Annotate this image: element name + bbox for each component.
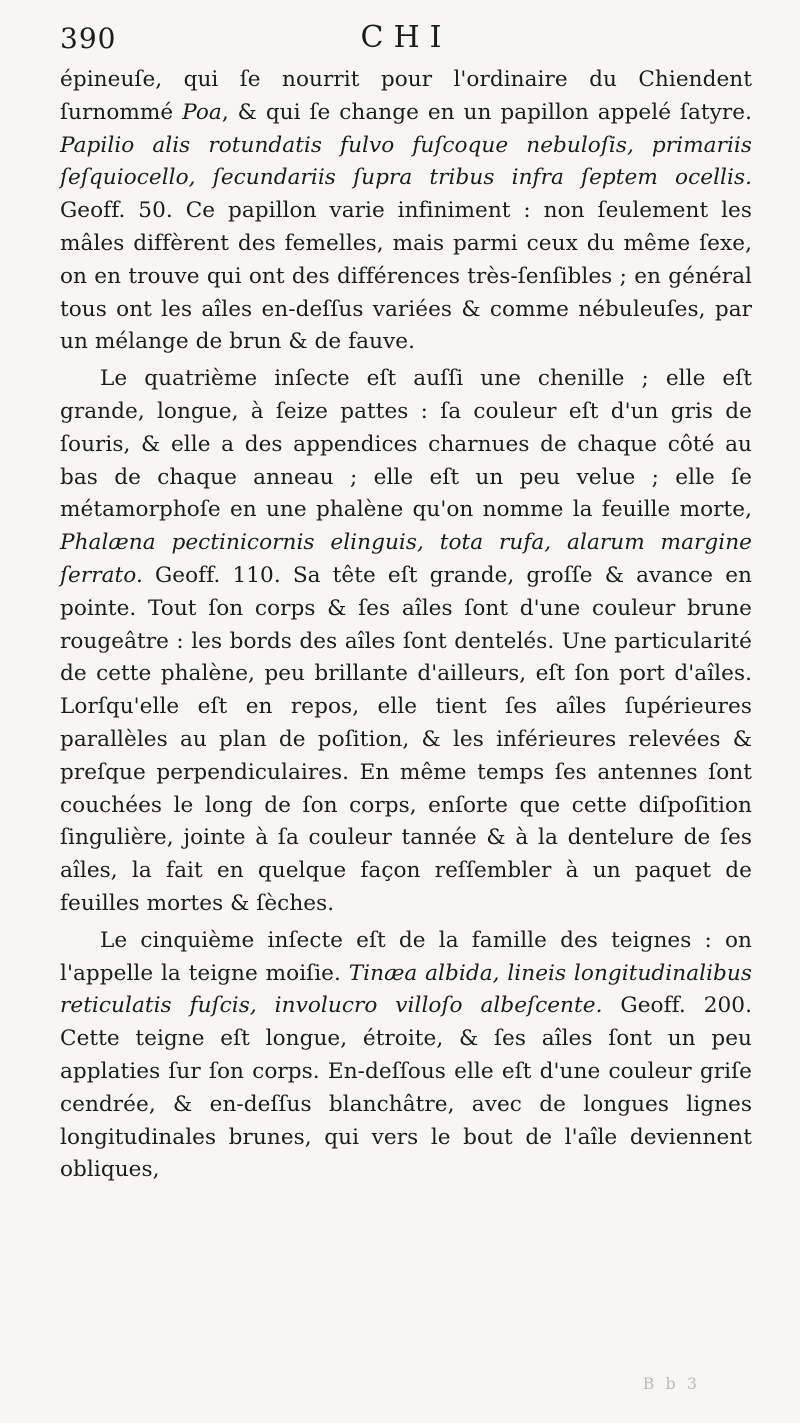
latin-name: Papilio alis rotundatis fulvo fuſcoque nebuloſis, primariis ſeſquiocello, ſecundariis ſupra tribus infra ſeptem ocellis. [60, 132, 752, 191]
page-number: 390 [60, 22, 117, 55]
running-head: CHI [360, 20, 452, 55]
text-segment: épineuſe, qui ſe nourrit pour l'ordinaire du Chiendent ſurnommé [60, 67, 752, 125]
text-segment: Geoff. 110. Sa tête eſt grande, groſſe & avance en pointe. Tout ſon corps & ſes aîles ſont d'une couleur brune rougeâtre : les bords des aîles ſont dentelés. Une particularité de cette phalène, peu brillante d'ailleurs, eſt ſon port d'aîles. Lorſqu'elle eſt en repos, elle tient ſes aîles ſupérieures parallèles au plan de poſition, & les inférieures relevées & preſque perpendiculaires. En même temps ſes antennes ſont couchées le long de ſon corps, enſorte que cette diſpoſition ſingulière, jointe à ſa couleur tannée & à la dentelure de ſes aîles, la fait en quelque façon reſſembler à un paquet de feuilles mortes & ſèches. [60, 562, 752, 916]
text-segment: Le quatrième inſecte eſt auſſi une chenille ; elle eſt grande, longue, à ſeize pattes : ſa couleur eſt d'un gris de ſouris, & elle a des appendices charnues de chaque côté au bas de chaque anneau ; elle eſt un peu velue ; elle ſe métamorphoſe en une phalène qu'on nomme la feuille morte, [60, 366, 752, 523]
paragraph [60, 64, 752, 359]
body-text [60, 64, 752, 1187]
text-segment: Geoff. 200. Cette teigne eſt longue, étroite, & ſes aîles ſont un peu applaties ſur ſon corps. En-deſſous elle eſt d'une couleur griſe cendrée, & en-deſſus blanchâtre, avec de longues lignes longitudinales brunes, qui vers le bout de l'aîle deviennent obliques, [60, 993, 752, 1183]
italic-text-segment: Poa [182, 99, 222, 125]
page-header [60, 22, 752, 62]
text-segment: , & qui ſe change en un papillon appelé ſatyre. [221, 99, 752, 125]
latin-name: Tinæa albida, lineis longitudinalibus reticulatis fuſcis, involucro villoſo albeſcente. [60, 960, 752, 1019]
paragraph [60, 925, 752, 1187]
paragraph [60, 363, 752, 921]
text-segment: Le cinquième inſecte eſt de la famille des teignes : on l'appelle la teigne moiſie. [60, 927, 752, 986]
text-segment: Geoff. 50. Ce papillon varie infiniment : non ſeulement les mâles diffèrent des femelles, mais parmi ceux du même ſexe, on en trouve qui ont des différences très-ſenſibles ; en général tous ont les aîles en-deſſus variées & comme nébuleuſes, par un mélange de brun & de fauve. [60, 198, 752, 355]
signature-mark: B b 3 [642, 1374, 700, 1393]
latin-name: Phalæna pectinicornis elinguis, tota rufa, alarum margine ſerrato. [60, 530, 752, 588]
